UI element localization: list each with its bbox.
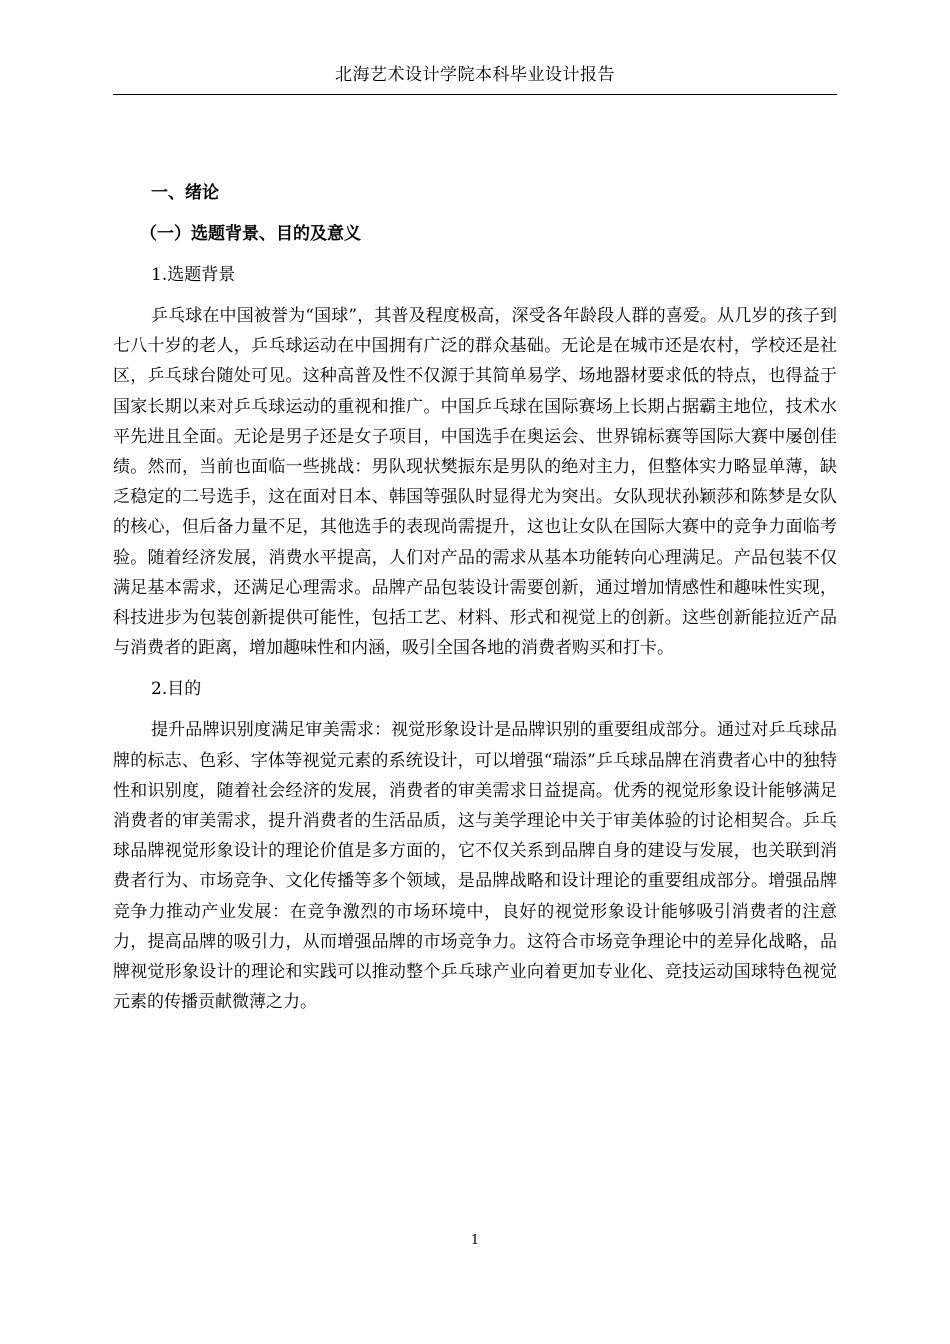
section-heading: （一）选题背景、目的及意义 bbox=[140, 224, 361, 244]
subsection-heading-purpose: 2.目的 bbox=[151, 679, 202, 700]
header-title: 北海艺术设计学院本科毕业设计报告 bbox=[335, 65, 615, 85]
chapter-heading: 一、绪论 bbox=[151, 183, 219, 203]
paragraph-purpose: 提升品牌识别度满足审美需求：视觉形象设计是品牌识别的重要组成部分。通过对乒乓球品牌的标志、色彩、字体等视觉元素的系统设计，可以增强“瑞添”乒乓球品牌在消费者心中的独特性和识别度，随着社会经济的发展，消费者的审美需求日益提高。优秀的视觉形象设计能够满足消费者的审美需求，提升消费者的生活品质，这与美学理论中关于审美体验的讨论相契合。乒乓球品牌视觉形象设计的理论价值是多方面的，它不仅关系到品牌自身的建设与发展，也关联到消费者行为、市场竞争、文化传播等多个领域，是品牌战略和设计理论的重要组成部分。增强品牌竞争力推动产业发展：在竞争激烈的市场环境中，良好的视觉形象设计能够吸引消费者的注意力，提高品牌的吸引力，从而增强品牌的市场竞争力。这符合市场竞争理论中的差异化战略，品牌视觉形象设计的理论和实践可以推动整个乒乓球产业向着更加专业化、竞技运动国球特色视觉元素的传播贡献微薄之力。 bbox=[113, 720, 837, 1013]
subsection-heading-background: 1.选题背景 bbox=[151, 265, 236, 285]
paragraph-background: 乒乓球在中国被誉为“国球”，其普及程度极高，深受各年龄段人群的喜爱。从几岁的孩子到七八十岁的老人，乒乓球运动在中国拥有广泛的群众基础。无论是在城市还是农村，学校还是社区，乒乓球台随处可见。这种高普及性不仅源于其简单易学、场地器材要求低的特点，也得益于国家长期以来对乒乓球运动的重视和推广。中国乒乓球在国际赛场上长期占据霸主地位，技术水平先进且全面。无论是男子还是女子项目，中国选手在奥运会、世界锦标赛等国际大赛中屡创佳绩。然而，当前也面临一些挑战：男队现状樊振东是男队的绝对主力，但整体实力略显单薄，缺乏稳定的二号选手，这在面对日本、韩国等强队时显得尤为突出。女队现状孙颖莎和陈梦是女队的核心，但后备力量不足，其他选手的表现尚需提升，这也让女队在国际大赛中的竞争力面临考验。随着经济发展，消费水平提高，人们对产品的需求从基本功能转向心理满足。产品包装不仅满足基本需求，还满足心理需求。品牌产品包装设计需要创新，通过增加情感性和趣味性实现，科技进步为包装创新提供可能性，包括工艺、材料、形式和视觉上的创新。这些创新能拉近产品与消费者的距离，增加趣味性和内涵，吸引全国各地的消费者购买和打卡。 bbox=[113, 306, 837, 659]
document-body bbox=[113, 178, 837, 1028]
page-number: 1 bbox=[470, 1233, 480, 1248]
page-header bbox=[113, 62, 837, 95]
